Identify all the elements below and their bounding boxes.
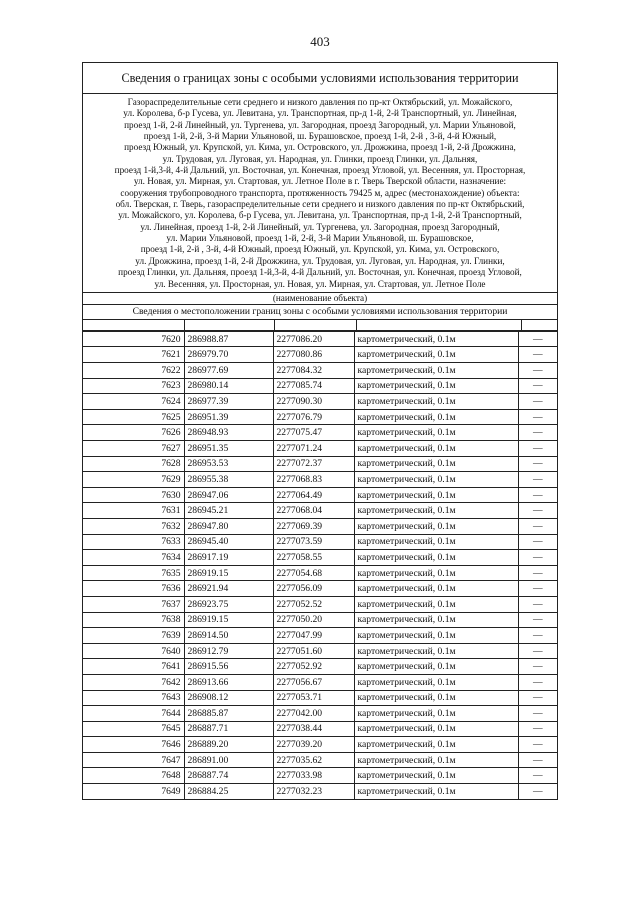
measurement-method: картометрический, 0.1м <box>354 752 518 768</box>
table-row <box>83 347 557 363</box>
point-number: 7636 <box>83 581 184 597</box>
description-line: ул. Новая, ул. Мирная, ул. Стартовая, ул. Летное Поле в г. Тверь Тверской области, назначение: <box>133 176 507 187</box>
error-dash: — <box>518 659 557 675</box>
measurement-method: картометрический, 0.1м <box>354 518 518 534</box>
table-row <box>83 425 557 441</box>
coordinate-y: 2277052.52 <box>273 596 354 612</box>
error-dash: — <box>518 394 557 410</box>
error-dash: — <box>518 628 557 644</box>
error-dash: — <box>518 596 557 612</box>
description-line: Газораспределительные сети среднего и низкого давления по пр-кт Октябрьский, ул. Можайского, <box>127 97 513 107</box>
table-row <box>83 628 557 644</box>
coordinate-x: 286919.15 <box>184 612 273 628</box>
coordinate-y: 2277050.20 <box>273 612 354 628</box>
table-row <box>83 472 557 488</box>
measurement-method: картометрический, 0.1м <box>354 737 518 753</box>
object-name-label: (наименование объекта) <box>83 293 557 305</box>
coordinate-x: 286915.56 <box>184 659 273 675</box>
measurement-method: картометрический, 0.1м <box>354 581 518 597</box>
measurement-method: картометрический, 0.1м <box>354 674 518 690</box>
error-dash: — <box>518 331 557 347</box>
error-dash: — <box>518 581 557 597</box>
zone-info-frame <box>82 62 558 800</box>
measurement-method: картометрический, 0.1м <box>354 768 518 784</box>
table-row <box>83 612 557 628</box>
description-line: обл. Тверская, г. Тверь, газораспределительные сети среднего и низкого давления по пр-кт Октябрьский, <box>115 199 525 210</box>
coordinate-x: 286919.15 <box>184 565 273 581</box>
coordinate-x: 286913.66 <box>184 674 273 690</box>
table-row <box>83 394 557 410</box>
coordinate-y: 2277080.86 <box>273 347 354 363</box>
error-dash: — <box>518 487 557 503</box>
description-line: проезд Южный, ул. Крупской, ул. Кима, ул. Островского, ул. Дрожжина, проезд 1-й, 2-й Дрожжина, <box>124 142 516 153</box>
measurement-method: картометрический, 0.1м <box>354 425 518 441</box>
coordinate-x: 286951.39 <box>184 409 273 425</box>
coordinate-x: 286885.87 <box>184 706 273 722</box>
measurement-method: картометрический, 0.1м <box>354 565 518 581</box>
table-row <box>83 331 557 347</box>
table-row <box>83 378 557 394</box>
table-row <box>83 550 557 566</box>
coordinate-x: 286955.38 <box>184 472 273 488</box>
error-dash: — <box>518 518 557 534</box>
description-line: проезд Глинки, ул. Дальняя, проезд 1-й,3-й, 4-й Дальний, ул. Восточная, ул. Конечная, проезд Угловой, <box>118 267 522 278</box>
point-number: 7645 <box>83 721 184 737</box>
coordinate-x: 286988.87 <box>184 331 273 347</box>
table-row <box>83 690 557 706</box>
coordinate-x: 286977.39 <box>184 394 273 410</box>
measurement-method: картометрический, 0.1м <box>354 534 518 550</box>
point-number: 7631 <box>83 503 184 519</box>
measurement-method: картометрический, 0.1м <box>354 487 518 503</box>
coordinate-x: 286947.80 <box>184 518 273 534</box>
point-number: 7638 <box>83 612 184 628</box>
table-row <box>83 581 557 597</box>
error-dash: — <box>518 425 557 441</box>
coordinate-x: 286912.79 <box>184 643 273 659</box>
measurement-method: картометрический, 0.1м <box>354 659 518 675</box>
point-number: 7635 <box>83 565 184 581</box>
error-dash: — <box>518 768 557 784</box>
table-row <box>83 674 557 690</box>
error-dash: — <box>518 472 557 488</box>
coordinate-x: 286914.50 <box>184 628 273 644</box>
table-row <box>83 659 557 675</box>
coordinate-y: 2277072.37 <box>273 456 354 472</box>
error-dash: — <box>518 752 557 768</box>
measurement-method: картометрический, 0.1м <box>354 612 518 628</box>
measurement-method: картометрический, 0.1м <box>354 456 518 472</box>
error-dash: — <box>518 456 557 472</box>
point-number: 7625 <box>83 409 184 425</box>
coordinate-y: 2277075.47 <box>273 425 354 441</box>
error-dash: — <box>518 441 557 457</box>
error-dash: — <box>518 674 557 690</box>
measurement-method: картометрический, 0.1м <box>354 596 518 612</box>
table-row <box>83 409 557 425</box>
coordinate-x: 286921.94 <box>184 581 273 597</box>
point-number: 7628 <box>83 456 184 472</box>
error-dash: — <box>518 550 557 566</box>
point-number: 7639 <box>83 628 184 644</box>
object-description <box>83 94 557 293</box>
table-row <box>83 721 557 737</box>
measurement-method: картометрический, 0.1м <box>354 721 518 737</box>
coordinate-y: 2277038.44 <box>273 721 354 737</box>
table-row <box>83 768 557 784</box>
table-row <box>83 534 557 550</box>
coordinate-y: 2277076.79 <box>273 409 354 425</box>
coordinates-table <box>83 331 557 799</box>
table-row <box>83 784 557 799</box>
coordinate-y: 2277086.20 <box>273 331 354 347</box>
point-number: 7647 <box>83 752 184 768</box>
coordinate-y: 2277032.23 <box>273 784 354 799</box>
coordinate-y: 2277084.32 <box>273 363 354 379</box>
section-title: Сведения о местоположении границ зоны с особыми условиями использования территории <box>83 305 557 320</box>
point-number: 7642 <box>83 674 184 690</box>
coordinate-y: 2277056.67 <box>273 674 354 690</box>
table-row <box>83 363 557 379</box>
measurement-method: картометрический, 0.1м <box>354 394 518 410</box>
error-dash: — <box>518 737 557 753</box>
coordinate-y: 2277047.99 <box>273 628 354 644</box>
description-line: проезд 1-й, 2-й Линейный, ул. Тургенева, ул. Загородная, проезд Загородный, ул. Марии Ульяновой, <box>124 119 516 130</box>
measurement-method: картометрический, 0.1м <box>354 643 518 659</box>
point-number: 7620 <box>83 331 184 347</box>
coordinate-x: 286948.93 <box>184 425 273 441</box>
measurement-method: картометрический, 0.1м <box>354 331 518 347</box>
table-row <box>83 518 557 534</box>
error-dash: — <box>518 409 557 425</box>
point-number: 7641 <box>83 659 184 675</box>
coordinate-x: 286979.70 <box>184 347 273 363</box>
error-dash: — <box>518 534 557 550</box>
table-row <box>83 737 557 753</box>
coordinate-y: 2277033.98 <box>273 768 354 784</box>
measurement-method: картометрический, 0.1м <box>354 550 518 566</box>
point-number: 7624 <box>83 394 184 410</box>
measurement-method: картометрический, 0.1м <box>354 690 518 706</box>
coordinate-x: 286908.12 <box>184 690 273 706</box>
coordinate-x: 286891.00 <box>184 752 273 768</box>
coordinate-y: 2277068.04 <box>273 503 354 519</box>
point-number: 7623 <box>83 378 184 394</box>
coordinate-y: 2277090.30 <box>273 394 354 410</box>
measurement-method: картометрический, 0.1м <box>354 409 518 425</box>
measurement-method: картометрический, 0.1м <box>354 378 518 394</box>
description-line: ул. Трудовая, ул. Луговая, ул. Народная, ул. Глинки, проезд Глинки, ул. Дальняя, <box>162 153 478 164</box>
coordinate-y: 2277058.55 <box>273 550 354 566</box>
measurement-method: картометрический, 0.1м <box>354 347 518 363</box>
page-number: 403 <box>310 34 330 49</box>
coordinate-y: 2277071.24 <box>273 441 354 457</box>
description-line: ул. Весенняя, ул. Просторная, ул. Новая, ул. Мирная, ул. Стартовая, ул. Летное Поле <box>154 278 486 289</box>
coordinate-y: 2277073.59 <box>273 534 354 550</box>
error-dash: — <box>518 721 557 737</box>
measurement-method: картометрический, 0.1м <box>354 472 518 488</box>
error-dash: — <box>518 612 557 628</box>
error-dash: — <box>518 643 557 659</box>
point-number: 7632 <box>83 518 184 534</box>
coordinate-x: 286945.21 <box>184 503 273 519</box>
coordinate-x: 286887.71 <box>184 721 273 737</box>
coordinate-x: 286889.20 <box>184 737 273 753</box>
table-row <box>83 441 557 457</box>
coordinate-x: 286953.53 <box>184 456 273 472</box>
table-row <box>83 643 557 659</box>
description-line: сооружения трубопроводного транспорта, протяженность 79425 м, адрес (местонахождение) объекта: <box>120 187 520 198</box>
table-row <box>83 503 557 519</box>
point-number: 7621 <box>83 347 184 363</box>
description-line: ул. Линейная, проезд 1-й, 2-й Линейный, ул. Тургенева, ул. Загородная, проезд Загородный, <box>140 221 500 232</box>
point-number: 7622 <box>83 363 184 379</box>
description-line: проезд 1-й, 2-й, 3-й Марии Ульяновой, ш. Бурашовское, проезд 1-й, 2-й , 3-й, 4-й Южный, <box>143 131 497 142</box>
coordinate-x: 286884.25 <box>184 784 273 799</box>
point-number: 7629 <box>83 472 184 488</box>
description-line: ул. Дрожжина, проезд 1-й, 2-й Дрожжина, ул. Трудовая, ул. Луговая, ул. Народная, ул. Глинки, <box>135 255 505 266</box>
coordinate-x: 286980.14 <box>184 378 273 394</box>
table-row <box>83 565 557 581</box>
measurement-method: картометрический, 0.1м <box>354 784 518 799</box>
point-number: 7626 <box>83 425 184 441</box>
point-number: 7640 <box>83 643 184 659</box>
point-number: 7644 <box>83 706 184 722</box>
coordinate-x: 286917.19 <box>184 550 273 566</box>
description-line: ул. Королева, б-р Гусева, ул. Левитана, ул. Транспортная, пр-д 1-й, 2-й Транспортный, ул. Линейная, <box>123 108 517 119</box>
table-row <box>83 487 557 503</box>
point-number: 7648 <box>83 768 184 784</box>
table-row <box>83 706 557 722</box>
measurement-method: картометрический, 0.1м <box>354 363 518 379</box>
point-number: 7643 <box>83 690 184 706</box>
error-dash: — <box>518 565 557 581</box>
coordinate-y: 2277069.39 <box>273 518 354 534</box>
document-title: Сведения о границах зоны с особыми условиями использования территории <box>83 63 557 94</box>
point-number: 7637 <box>83 596 184 612</box>
coordinate-x: 286951.35 <box>184 441 273 457</box>
coordinate-y: 2277085.74 <box>273 378 354 394</box>
measurement-method: картометрический, 0.1м <box>354 706 518 722</box>
coordinate-x: 286923.75 <box>184 596 273 612</box>
error-dash: — <box>518 706 557 722</box>
point-number: 7646 <box>83 737 184 753</box>
point-number: 7634 <box>83 550 184 566</box>
table-row <box>83 596 557 612</box>
coordinate-y: 2277056.09 <box>273 581 354 597</box>
measurement-method: картометрический, 0.1м <box>354 441 518 457</box>
description-line: проезд 1-й,3-й, 4-й Дальний, ул. Восточная, ул. Конечная, проезд Угловой, ул. Весенняя, ул. Просторная, <box>114 165 526 176</box>
point-number: 7627 <box>83 441 184 457</box>
coordinate-y: 2277053.71 <box>273 690 354 706</box>
measurement-method: картометрический, 0.1м <box>354 503 518 519</box>
table-header-spacer <box>83 320 557 331</box>
point-number: 7633 <box>83 534 184 550</box>
error-dash: — <box>518 378 557 394</box>
coordinate-y: 2277064.49 <box>273 487 354 503</box>
coordinate-y: 2277052.92 <box>273 659 354 675</box>
point-number: 7649 <box>83 784 184 799</box>
coordinate-y: 2277068.83 <box>273 472 354 488</box>
error-dash: — <box>518 784 557 799</box>
coordinate-y: 2277051.60 <box>273 643 354 659</box>
coordinate-x: 286887.74 <box>184 768 273 784</box>
description-line: ул. Можайского, ул. Королева, б-р Гусева, ул. Левитана, ул. Транспортная, пр-д 1-й, 2-й Транспортный, <box>118 210 522 221</box>
coordinate-x: 286947.06 <box>184 487 273 503</box>
error-dash: — <box>518 347 557 363</box>
coordinate-y: 2277042.00 <box>273 706 354 722</box>
coordinate-y: 2277054.68 <box>273 565 354 581</box>
coordinate-x: 286977.69 <box>184 363 273 379</box>
error-dash: — <box>518 363 557 379</box>
description-line: проезд 1-й, 2-й , 3-й, 4-й Южный, проезд Южный, ул. Крупской, ул. Кима, ул. Островского, <box>140 244 500 255</box>
coordinate-y: 2277039.20 <box>273 737 354 753</box>
coordinate-x: 286945.40 <box>184 534 273 550</box>
description-line: ул. Марии Ульяновой, проезд 1-й, 2-й, 3-й Марии Ульяновой, ш. Бурашовское, <box>166 233 474 244</box>
measurement-method: картометрический, 0.1м <box>354 628 518 644</box>
table-row <box>83 752 557 768</box>
error-dash: — <box>518 690 557 706</box>
coordinate-y: 2277035.62 <box>273 752 354 768</box>
error-dash: — <box>518 503 557 519</box>
point-number: 7630 <box>83 487 184 503</box>
table-row <box>83 456 557 472</box>
